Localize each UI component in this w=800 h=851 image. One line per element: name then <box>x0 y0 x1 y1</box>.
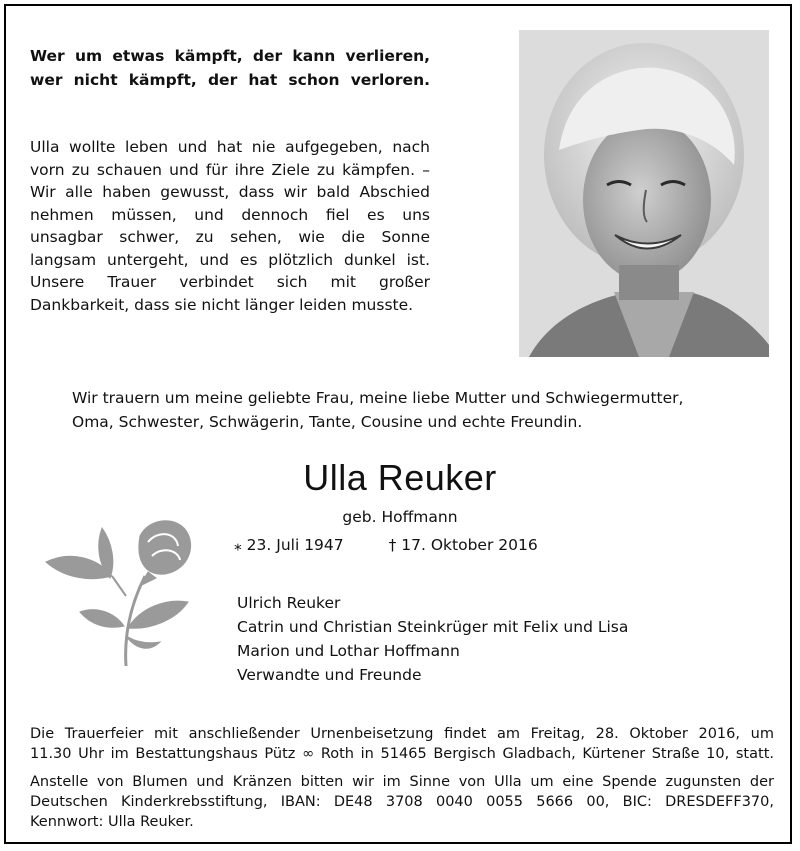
mourning-line: Wir trauern um meine geliebte Frau, meine liebe Mutter und Schwiegermutter, <box>72 389 684 407</box>
life-dates <box>234 533 538 557</box>
intro-line: Dankbarkeit, dass sie nicht länger leiden musste. <box>30 295 414 314</box>
donation-line: Kennwort: Ulla Reuker. <box>30 814 194 830</box>
motto-line: Wer um etwas kämpft, der kann verlieren, <box>30 47 430 65</box>
intro-line: langsam untergeht, und es plötzlich dunkel ist. <box>30 250 430 269</box>
mourning-statement <box>72 386 732 434</box>
motto-line: wer nicht kämpft, der hat schon verloren. <box>30 71 430 89</box>
death-date: † 17. Oktober 2016 <box>388 536 538 554</box>
funeral-line: 11.30 Uhr im Bestattungshaus Pütz ∞ Roth in 51465 Bergisch Gladbach, Kürtener Straße 10, statt. <box>30 746 774 762</box>
intro-line: Wir alle haben gewusst, dass wir bald Abschied <box>30 183 430 201</box>
deceased-name: Ulla Reuker <box>303 457 497 498</box>
intro-line: vorn zu schauen und für ihre Ziele zu kämpfen. – <box>30 160 430 179</box>
portrait-photo <box>519 30 769 357</box>
intro-line: unsagbar schwer, zu sehen, wie die Sonne <box>30 228 430 246</box>
signer: Verwandte und Freunde <box>237 666 422 684</box>
signers-list <box>237 591 628 687</box>
intro-line: Unsere Trauer verbindet sich mit großer <box>30 273 430 291</box>
mourning-line: Oma, Schwester, Schwägerin, Tante, Cousine und echte Freundin. <box>72 413 583 431</box>
signer: Ulrich Reuker <box>237 594 341 612</box>
donation-line: Deutschen Kinderkrebsstiftung, IBAN: DE48 3708 0040 0055 5666 00, BIC: DRESDEFF370, <box>30 794 774 810</box>
birth-name: geb. Hoffmann <box>342 508 458 526</box>
intro-text <box>30 136 430 316</box>
rose-icon <box>40 516 200 666</box>
portrait-illustration <box>519 30 769 357</box>
donation-info <box>30 772 774 832</box>
funeral-line: Die Trauerfeier mit anschließender Urnenbeisetzung findet am Freitag, 28. Oktober 2016, um <box>30 726 774 742</box>
birth-date: ⁎ 23. Juli 1947 <box>234 536 344 554</box>
motto-quote <box>30 44 430 92</box>
intro-line: nehmen müssen, und dennoch fiel es uns <box>30 205 430 224</box>
obituary-notice <box>4 4 792 844</box>
signer: Marion und Lothar Hoffmann <box>237 642 460 660</box>
signer: Catrin und Christian Steinkrüger mit Felix und Lisa <box>237 618 629 636</box>
funeral-info <box>30 724 774 764</box>
intro-line: Ulla wollte leben und hat nie aufgegeben, nach <box>30 138 430 156</box>
donation-line: Anstelle von Blumen und Kränzen bitten wir im Sinne von Ulla um eine Spende zugunsten der <box>30 774 774 790</box>
